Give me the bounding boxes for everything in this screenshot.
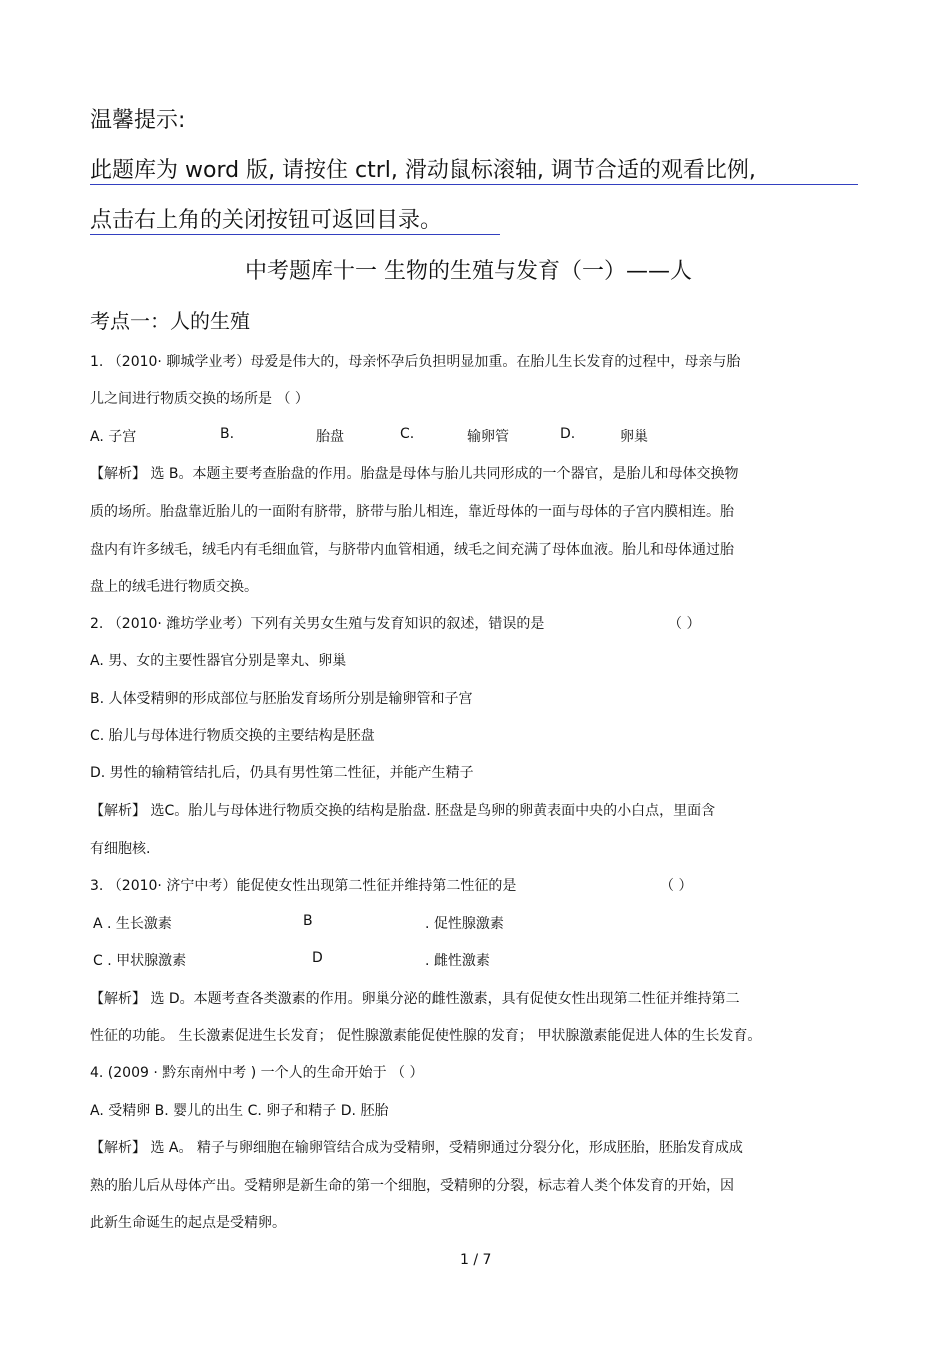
question-2-option-c: C. 胎儿与母体进行物质交换的主要结构是胚盘 bbox=[90, 728, 375, 744]
question-2-option-a: A. 男、女的主要性器官分别是睾丸、卵巢 bbox=[90, 653, 347, 669]
question-3-stem: 3. （2010· 济宁中考）能促使女性出现第二性征并维持第二性征的是 bbox=[90, 878, 517, 894]
question-2-stem: 2. （2010· 潍坊学业考）下列有关男女生殖与发育知识的叙述，错误的是 bbox=[90, 616, 545, 632]
question-1-option-a: A. 子宫 bbox=[90, 429, 137, 445]
question-1-option-d-text: 卵巢 bbox=[620, 429, 648, 445]
question-2-analysis-line-2: 有细胞核. bbox=[90, 841, 151, 857]
question-1-analysis-line-1: 【解析】 选 B。本题主要考查胎盘的作用。胎盘是母体与胎儿共同形成的一个器官，是胎儿和母体交换物 bbox=[90, 466, 739, 482]
tip-heading: 温馨提示: bbox=[90, 108, 186, 133]
question-1-option-b-text: 胎盘 bbox=[316, 429, 344, 445]
question-1-option-d-letter: D. bbox=[560, 426, 576, 442]
question-2-blank: （ ） bbox=[668, 616, 701, 632]
question-3-analysis-line-1: 【解析】 选 D。本题考查各类激素的作用。卵巢分泌的雌性激素，具有促使女性出现第二性征并维持第二 bbox=[90, 991, 740, 1007]
question-3-option-c: C . 甲状腺激素 bbox=[93, 953, 187, 969]
question-1-analysis-line-3: 盘内有许多绒毛，绒毛内有毛细血管，与脐带内血管相通，绒毛之间充满了母体血液。胎儿和母体通过胎 bbox=[90, 542, 734, 558]
question-4-analysis-line-2: 熟的胎儿后从母体产出。受精卵是新生命的第一个细胞，受精卵的分裂，标志着人类个体发育的开始，因 bbox=[90, 1178, 734, 1194]
page-title: 中考题库十一 生物的生殖与发育（一）——人 bbox=[245, 259, 692, 284]
question-3-analysis-line-2: 性征的功能。 生长激素促进生长发育； 促性腺激素能促使性腺的发育； 甲状腺激素能促进人体的生长发育。 bbox=[90, 1028, 762, 1044]
section-heading: 考点一：人的生殖 bbox=[90, 309, 250, 333]
question-3-option-b-text: . 促性腺激素 bbox=[425, 916, 504, 932]
question-3-option-d-letter: D bbox=[312, 950, 323, 966]
question-3-option-b-letter: B bbox=[303, 913, 313, 929]
question-3-option-a: A . 生长激素 bbox=[93, 916, 172, 932]
tip-line-1: 此题库为 word 版, 请按住 ctrl, 滑动鼠标滚轴, 调节合适的观看比例, bbox=[90, 153, 858, 185]
question-1-option-b-letter: B. bbox=[220, 426, 235, 442]
question-2-option-d: D. 男性的输精管结扎后，仍具有男性第二性征，并能产生精子 bbox=[90, 765, 474, 781]
question-1-line-1: 1. （2010· 聊城学业考）母爱是伟大的，母亲怀孕后负担明显加重。在胎儿生长发育的过程中，母亲与胎 bbox=[90, 354, 741, 370]
question-4-analysis-line-1: 【解析】 选 A。 精子与卵细胞在输卵管结合成为受精卵，受精卵通过分裂分化，形成胚胎，胚胎发育成成 bbox=[90, 1140, 743, 1156]
tip-line-2: 点击右上角的关闭按钮可返回目录。 bbox=[90, 203, 500, 235]
question-2-option-b: B. 人体受精卵的形成部位与胚胎发育场所分别是输卵管和子宫 bbox=[90, 691, 473, 707]
question-4-stem: 4. (2009 · 黔东南州中考 ) 一个人的生命开始于 （ ） bbox=[90, 1065, 424, 1081]
question-1-analysis-line-4: 盘上的绒毛进行物质交换。 bbox=[90, 579, 258, 595]
page-number: 1 / 7 bbox=[460, 1252, 492, 1268]
question-1-option-c-letter: C. bbox=[400, 426, 415, 442]
question-2-analysis-line-1: 【解析】 选C。胎儿与母体进行物质交换的结构是胎盘. 胚盘是鸟卵的卵黄表面中央的小白点，里面含 bbox=[90, 803, 716, 819]
question-4-options: A. 受精卵 B. 婴儿的出生 C. 卵子和精子 D. 胚胎 bbox=[90, 1103, 389, 1119]
question-1-option-c-text: 输卵管 bbox=[467, 429, 509, 445]
question-1-analysis-line-2: 质的场所。胎盘靠近胎儿的一面附有脐带，脐带与胎儿相连，靠近母体的一面与母体的子宫内膜相连。胎 bbox=[90, 504, 734, 520]
question-1-line-2: 儿之间进行物质交换的场所是 （ ） bbox=[90, 391, 309, 407]
question-4-analysis-line-3: 此新生命诞生的起点是受精卵。 bbox=[90, 1215, 286, 1231]
question-3-blank: （ ） bbox=[660, 878, 693, 894]
question-3-option-d-text: . 雌性激素 bbox=[425, 953, 490, 969]
